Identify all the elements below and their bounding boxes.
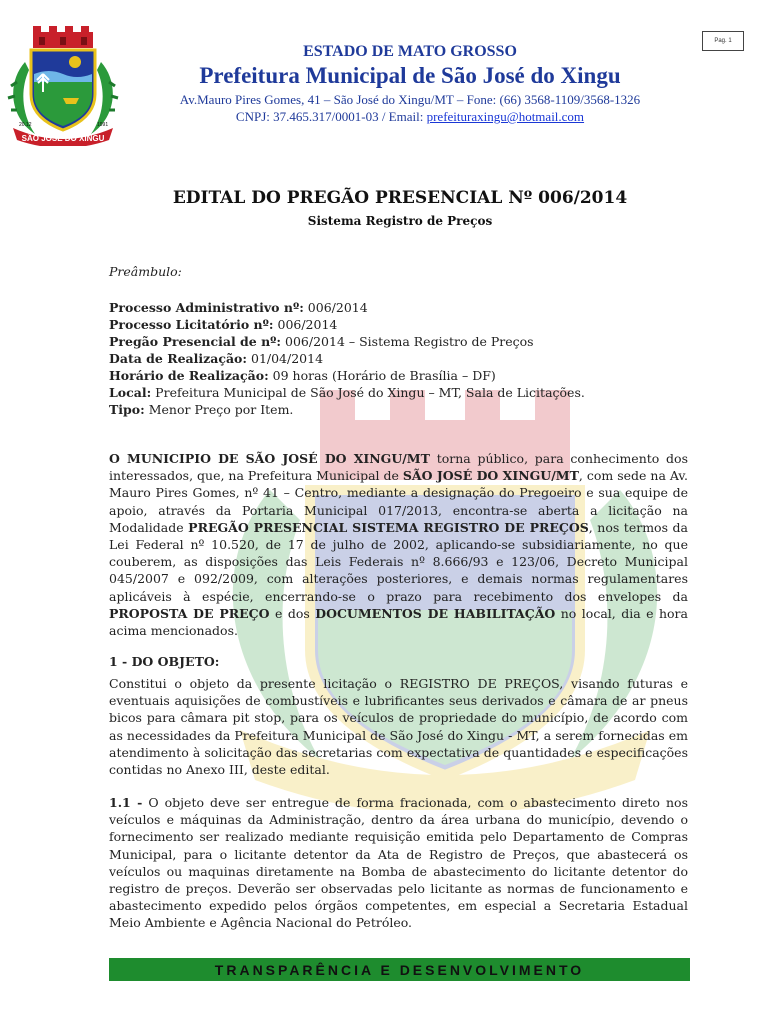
field-row [109,401,689,418]
field-row [109,384,689,401]
field-label: Local: [109,385,152,400]
field-label: Pregão Presencial de nº: [109,334,282,349]
field-label: Tipo: [109,402,145,417]
field-label: Horário de Realização: [109,368,269,383]
intro-text: , com sede na Av. Mauro Pires Gomes, nº 41 – Centro, mediante a designação do Pregoeiro e sua equipe de apoio, através da Portaria Municipal 017/2013, encontra-se aberta a licitação na Modalidade [109,468,688,535]
field-row [109,367,689,384]
crest-ribbon-text: SÃO JOSÉ DO XINGU [21,134,105,143]
page-number-box [702,31,744,51]
section-objeto-text: Constitui o objeto da presente licitação o REGISTRO DE PREÇOS, visando futuras e eventuais aquisições de combustíveis e lubrificantes seus derivados e câmara de ar pneus bicos para câmara pit stop, para os veículos de propriedade do município, de acordo com as necessidades da Prefeitura Municipal de São José do Xingu - MT, a serem fornecidas em atendimento à solicitação das secretarias com expectativa de quantidades e especificações contidas no Anexo III, deste edital. [109,676,688,778]
field-row [109,299,689,316]
intro-paragraph [109,450,688,639]
field-row [109,333,689,350]
crest-year-right: 1991 [97,122,109,128]
municipal-crest-logo [5,22,121,146]
field-value: 006/2014 [303,300,368,315]
footer-banner [109,958,690,981]
field-label: Data de Realização: [109,351,248,366]
section-1-1-number: 1.1 - [109,795,143,810]
field-value: Menor Preço por Item. [144,402,294,417]
intro-text: , nos termos da Lei Federal nº 10.520, de 17 de julho de 2002, aplicando-se subsidiariamente, no que couberem, as disposições das Leis Federais nº 8.666/93 e 123/06, Decreto Municipal 045/2007 e 092/2009, com alterações posteriores, e demais normas regulamentares aplicáveis à espécie, encerrando-se o prazo para recebimento dos envelopes da [109,519,688,604]
section-1-1-text: O objeto deve ser entregue de forma fracionada, com o abastecimento direto nos veículos e máquinas da Administração, dentro da área urbana do município, devendo o fornecimento ser realizado mediante requisição emitida pelo Departamento de Compras Municipal, para o licitante detentor da Ata de Registro de Preços, que abastecerá os veículos ou maquinas diretamente na Bomba de abastecimento do licitante detentor do registro de preços. Deverão ser observadas pelo licitante as normas de funcionamento e abastecimento expedido pelos órgãos competentes, em especial a Secretaria Estadual Meio Ambiente e Agência Nacional do Petróleo. [109,795,688,931]
footer-slogan: TRANSPARÊNCIA E DESENVOLVIMENTO [214,961,585,978]
field-value: 006/2014 – Sistema Registro de Preços [281,334,534,349]
field-value: 09 horas (Horário de Brasília – DF) [268,368,496,383]
field-label: Processo Administrativo nº: [109,300,304,315]
preamble-label: Preâmbulo: [109,264,182,279]
field-row [109,316,689,333]
intro-text: no local, dia e hora acima mencionados. [109,605,688,639]
intro-bold: PROPOSTA DE PREÇO [109,605,270,621]
header-cnpj: CNPJ: 37.465.317/0001-03 / Email: [235,109,427,124]
document-subtitle: Sistema Registro de Preços [307,214,493,228]
header-cnpj-line [120,109,700,125]
header-address: Av.Mauro Pires Gomes, 41 – São José do Xingu/MT – Fone: (66) 3568-1109/3568-1326 [179,92,641,107]
header-state: ESTADO DE MATO GROSSO [303,43,517,60]
document-title: EDITAL DO PREGÃO PRESENCIAL Nº 006/2014 [172,188,628,208]
intro-text: e dos [269,605,316,621]
header-title: Prefeitura Municipal de São José do Xingu [199,63,621,88]
email-link[interactable]: prefeituraxingu@hotmail.com [426,109,585,124]
intro-bold: PREGÃO PRESENCIAL SISTEMA REGISTRO DE PREÇOS [188,519,589,535]
intro-bold: DOCUMENTOS DE HABILITAÇÃO [315,605,556,621]
section-1-1-paragraph [109,794,688,932]
intro-bold: O MUNICIPIO DE SÃO JOSÉ DO XINGU/MT [109,451,430,466]
crest-year-left: 20.12 [19,122,32,128]
process-fields [109,299,689,418]
field-value: 006/2014 [273,317,338,332]
field-value: 01/04/2014 [247,351,324,366]
intro-bold: SÃO JOSÉ DO XINGU/MT [402,468,579,484]
field-row [109,350,689,367]
field-value: Prefeitura Municipal de São José do Xingu – MT, Sala de Licitações. [151,385,585,400]
field-label: Processo Licitatório nº: [109,317,274,332]
page-number: Pag. 1 [714,38,732,44]
section-heading-objeto: 1 - DO OBJETO: [109,654,220,669]
intro-text: torna público, para conhecimento dos interessados, que, na Prefeitura Municipal de [109,451,688,484]
